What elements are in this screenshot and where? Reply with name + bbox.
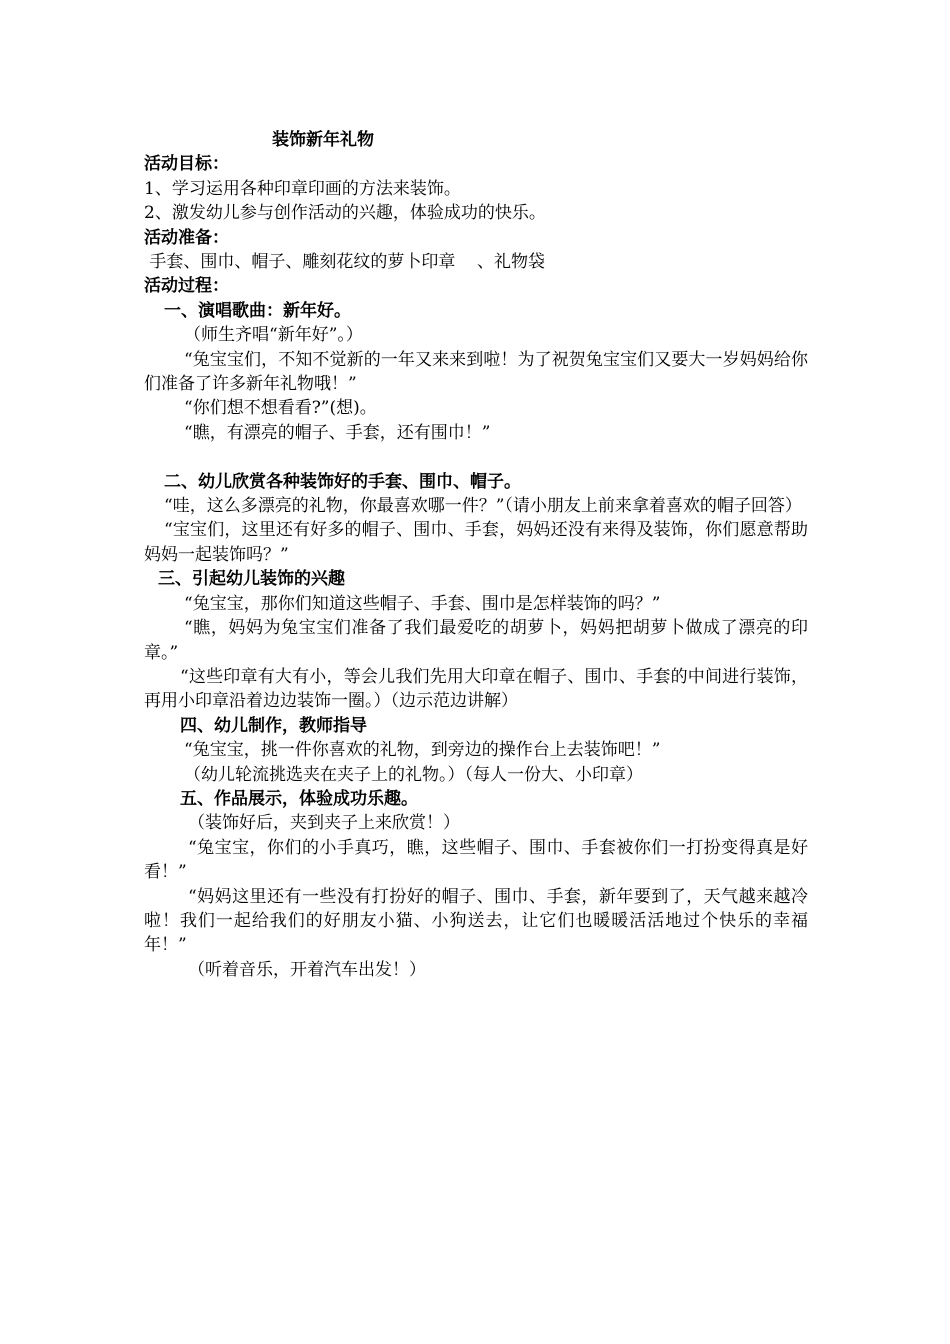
section-3-paragraph: “瞧，妈妈为兔宝宝们准备了我们最爱吃的胡萝卜，妈妈把胡萝卜做成了漂亮的印章。” bbox=[144, 618, 808, 663]
document-title: 装饰新年礼物 bbox=[272, 130, 374, 150]
prep-heading: 活动准备： bbox=[144, 227, 229, 248]
section-4-heading: 四、幼儿制作，教师指导 bbox=[180, 715, 367, 736]
section-5-paragraph: （装饰好后，夹到夹子上来欣赏！） bbox=[188, 813, 460, 834]
section-1-paragraph: “你们想不想看看?”(想)。 bbox=[184, 398, 377, 419]
section-2-paragraph: “哇，这么多漂亮的礼物，你最喜欢哪一件？”（请小朋友上前来拿着喜欢的帽子回答） bbox=[164, 496, 802, 517]
section-5-paragraph: “妈妈这里还有一些没有打扮好的帽子、围巾、手套，新年要到了，天气越来越冷啦！我们一起给我们的好朋友小猫、小狗送去，让它们也暖暖活活地过个快乐的幸福年！” bbox=[144, 886, 808, 956]
section-3-paragraph: “兔宝宝，那你们知道这些帽子、手套、围巾是怎样装饰的吗？” bbox=[184, 593, 661, 614]
section-1-paragraph: “兔宝宝们，不知不觉新的一年又来来到啦！为了祝贺兔宝宝们又要大一岁妈妈给你们准备了许多新年礼物哦！” bbox=[144, 349, 808, 395]
blank-line bbox=[144, 445, 808, 469]
section-5-paragraph: （听着音乐，开着汽车出发！） bbox=[188, 959, 426, 980]
section-5-heading: 五、作品展示，体验成功乐趣。 bbox=[180, 788, 418, 809]
process-heading: 活动过程： bbox=[144, 276, 229, 297]
document-page bbox=[144, 128, 808, 982]
goal-item-1: 1、学习运用各种印章印画的方法来装饰。 bbox=[144, 178, 461, 199]
section-3-heading: 三、引起幼儿装饰的兴趣 bbox=[158, 569, 345, 590]
section-1-paragraph: “瞧，有漂亮的帽子、手套，还有围巾！” bbox=[184, 422, 491, 443]
section-4-paragraph: （幼儿轮流挑选夹在夹子上的礼物。）（每人一份大、小印章） bbox=[184, 764, 643, 785]
goals-heading: 活动目标： bbox=[144, 154, 229, 175]
section-2-heading: 二、幼儿欣赏各种装饰好的手套、围巾、帽子。 bbox=[164, 471, 521, 492]
section-5-paragraph: “兔宝宝，你们的小手真巧，瞧，这些帽子、围巾、手套被你们一打扮变得真是好看！” bbox=[144, 837, 808, 883]
prep-items: 手套、围巾、帽子、雕刻花纹的萝卜印章 、礼物袋 bbox=[144, 252, 546, 273]
section-1-paragraph: （师生齐唱“新年好”。） bbox=[184, 325, 363, 346]
section-1-heading: 一、演唱歌曲：新年好。 bbox=[164, 300, 351, 321]
section-2-paragraph: “宝宝们，这里还有好多的帽子、围巾、手套，妈妈还没有来得及装饰，你们愿意帮助妈妈一起装饰吗？” bbox=[144, 520, 808, 565]
section-4-paragraph: “兔宝宝，挑一件你喜欢的礼物，到旁边的操作台上去装饰吧！” bbox=[184, 740, 661, 761]
goal-item-2: 2、激发幼儿参与创作活动的兴趣，体验成功的快乐。 bbox=[144, 203, 546, 224]
section-3-paragraph: “这些印章有大有小，等会儿我们先用大印章在帽子、围巾、手套的中间进行装饰，再用小印章沿着边边装饰一圈。）（边示范边讲解） bbox=[144, 666, 808, 712]
